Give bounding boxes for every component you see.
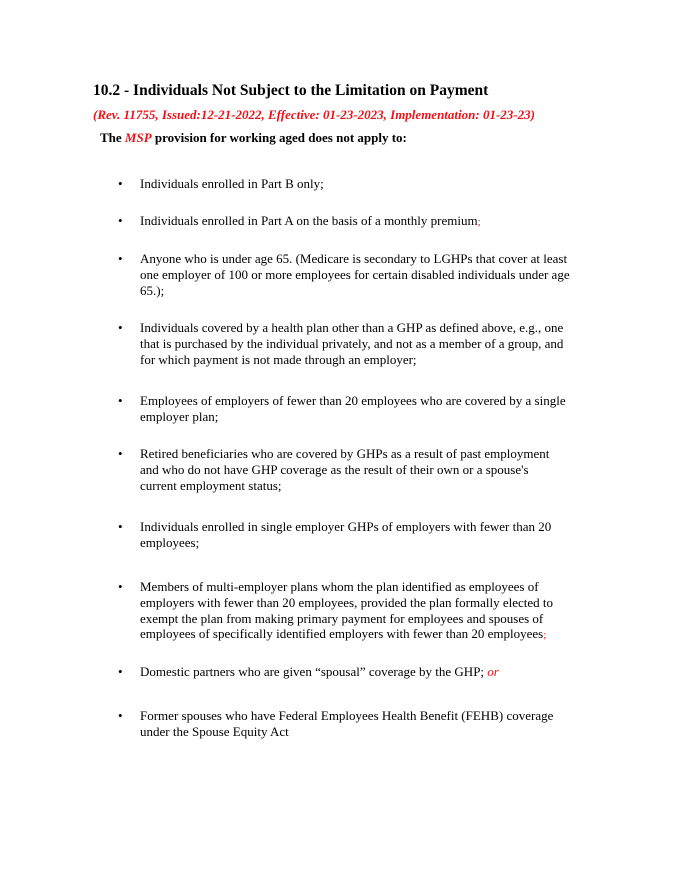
intro-after: provision for working aged does not apply to: xyxy=(151,130,407,145)
list-item xyxy=(118,708,578,740)
list-item-main-text: Individuals enrolled in Part A on the basis of a monthly premium xyxy=(140,213,478,228)
bullet-icon: • xyxy=(118,176,123,191)
bullet-icon: • xyxy=(118,393,123,408)
intro-before: The xyxy=(100,130,125,145)
bullet-icon: • xyxy=(118,320,123,335)
list-item-main-text: Members of multi-employer plans whom the plan identified as employees of employers with fewer than 20 employees, provided the plan formally elected to exempt the plan from making primary payment for employees and spouses of employees of specifically identified employers with fewer than 20 employees xyxy=(140,579,553,642)
bullet-icon: • xyxy=(118,708,123,723)
intro-sentence xyxy=(100,130,407,146)
bullet-icon: • xyxy=(118,446,123,461)
msp-highlight: MSP xyxy=(124,130,152,145)
revision-info: (Rev. 11755, Issued:12-21-2022, Effective: 01-23-2023, Implementation: 01-23-23) xyxy=(93,107,535,122)
list-item xyxy=(118,579,578,644)
list-item xyxy=(118,176,578,192)
bullet-icon: • xyxy=(118,213,123,228)
list-item xyxy=(118,664,578,680)
list-item-main-text: Domestic partners who are given “spousal” coverage by the GHP; xyxy=(140,664,488,679)
list-item-text: Anyone who is under age 65. (Medicare is secondary to LGHPs that cover at least one employer of 100 or more employees for certain disabled individuals under age 65.); xyxy=(140,251,570,298)
revision-or: or xyxy=(487,664,499,679)
list-item-text xyxy=(140,664,578,680)
list-item-text xyxy=(140,579,578,644)
list-item-text: Individuals covered by a health plan other than a GHP as defined above, e.g., one that is purchased by the individual privately, and not as a member of a group, and for which payment is not made through an employer; xyxy=(140,320,564,367)
list-item-text xyxy=(140,213,578,231)
bullet-icon: • xyxy=(118,251,123,266)
revision-mark: ; xyxy=(477,216,481,228)
list-item xyxy=(118,320,578,367)
list-item-text: Individuals enrolled in single employer GHPs of employers with fewer than 20 employees; xyxy=(140,519,552,550)
list-item xyxy=(118,213,578,231)
list-item-text: Individuals enrolled in Part B only; xyxy=(140,176,324,191)
list-item xyxy=(118,446,568,493)
section-title: 10.2 - Individuals Not Subject to the Limitation on Payment xyxy=(93,82,489,99)
bullet-icon: • xyxy=(118,519,123,534)
revision-mark: ; xyxy=(543,629,547,642)
list-item-text: Employees of employers of fewer than 20 employees who are covered by a single employer plan; xyxy=(140,393,566,424)
bullet-icon: • xyxy=(118,664,123,679)
list-item xyxy=(118,393,578,425)
list-item-text: Retired beneficiaries who are covered by GHPs as a result of past employment and who do not have GHP coverage as the result of their own or a spouse's current employment status; xyxy=(140,446,550,493)
list-item-text: Former spouses who have Federal Employees Health Benefit (FEHB) coverage under the Spouse Equity Act xyxy=(140,708,554,739)
list-item xyxy=(118,251,578,298)
list-item xyxy=(118,519,558,551)
bullet-icon: • xyxy=(118,579,123,594)
